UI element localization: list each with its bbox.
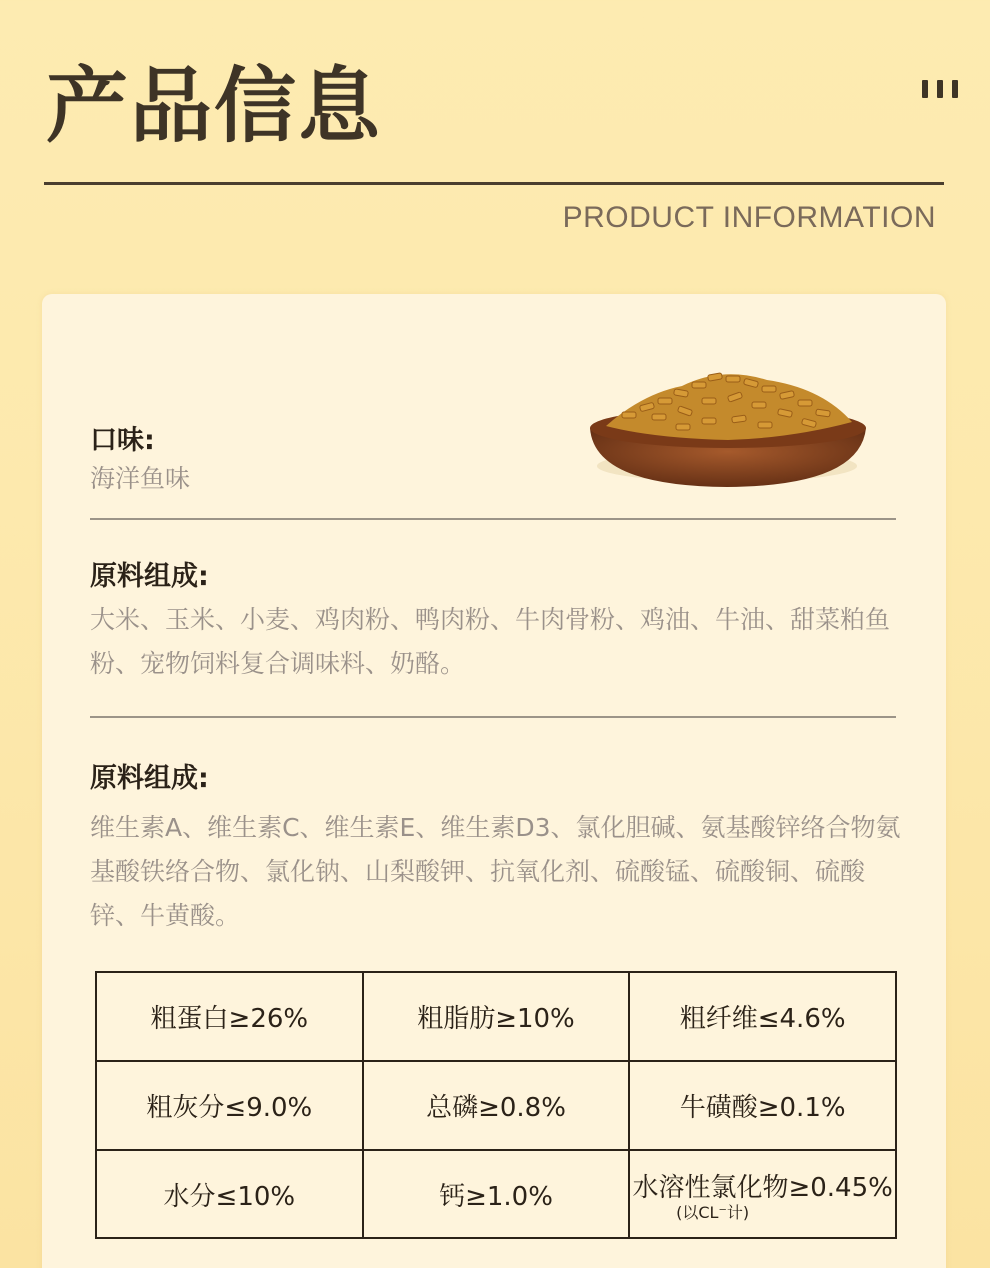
title-divider [44,182,944,185]
three-bars-icon [922,80,958,98]
page-subtitle: PRODUCT INFORMATION [562,201,936,234]
additives-label: 原料组成: [90,763,209,794]
table-row [96,972,896,1061]
table-cell: 水分≤10% [96,1150,363,1238]
table-cell: 牛磺酸≥0.1% [629,1061,896,1150]
flavor-label: 口味: [90,425,155,456]
ingredients-value: 大米、玉米、小麦、鸡肉粉、鸭肉粉、牛肉骨粉、鸡油、牛油、甜菜粕鱼粉、宠物饲料复合调味料、奶酪。 [90,605,891,678]
table-cell: 粗脂肪≥10% [363,972,630,1061]
section-divider [90,518,896,520]
chloride-value: 水溶性氯化物≥0.45% [632,1172,893,1203]
chloride-note: (以CL⁻计) [676,1202,750,1222]
table-cell: 粗灰分≤9.0% [96,1061,363,1150]
table-cell-chloride [629,1150,896,1238]
table-row [96,1061,896,1150]
table-cell: 粗蛋白≥26% [96,972,363,1061]
flavor-value: 海洋鱼味 [90,464,191,493]
ingredients-label: 原料组成: [90,561,209,592]
section-divider [90,716,896,718]
page-title: 产品信息 [46,59,383,154]
table-row [96,1150,896,1238]
table-cell: 粗纤维≤4.6% [629,972,896,1061]
table-cell: 总磷≥0.8% [363,1061,630,1150]
table-cell: 钙≥1.0% [363,1150,630,1238]
nutrition-table [95,971,897,1239]
info-card [42,294,946,1268]
additives-value: 维生素A、维生素C、维生素E、维生素D3、氯化胆碱、氨基酸锌络合物氨基酸铁络合物、氯化钠、山梨酸钾、抗氧化剂、硫酸锰、硫酸铜、硫酸锌、牛黄酸。 [90,813,901,930]
